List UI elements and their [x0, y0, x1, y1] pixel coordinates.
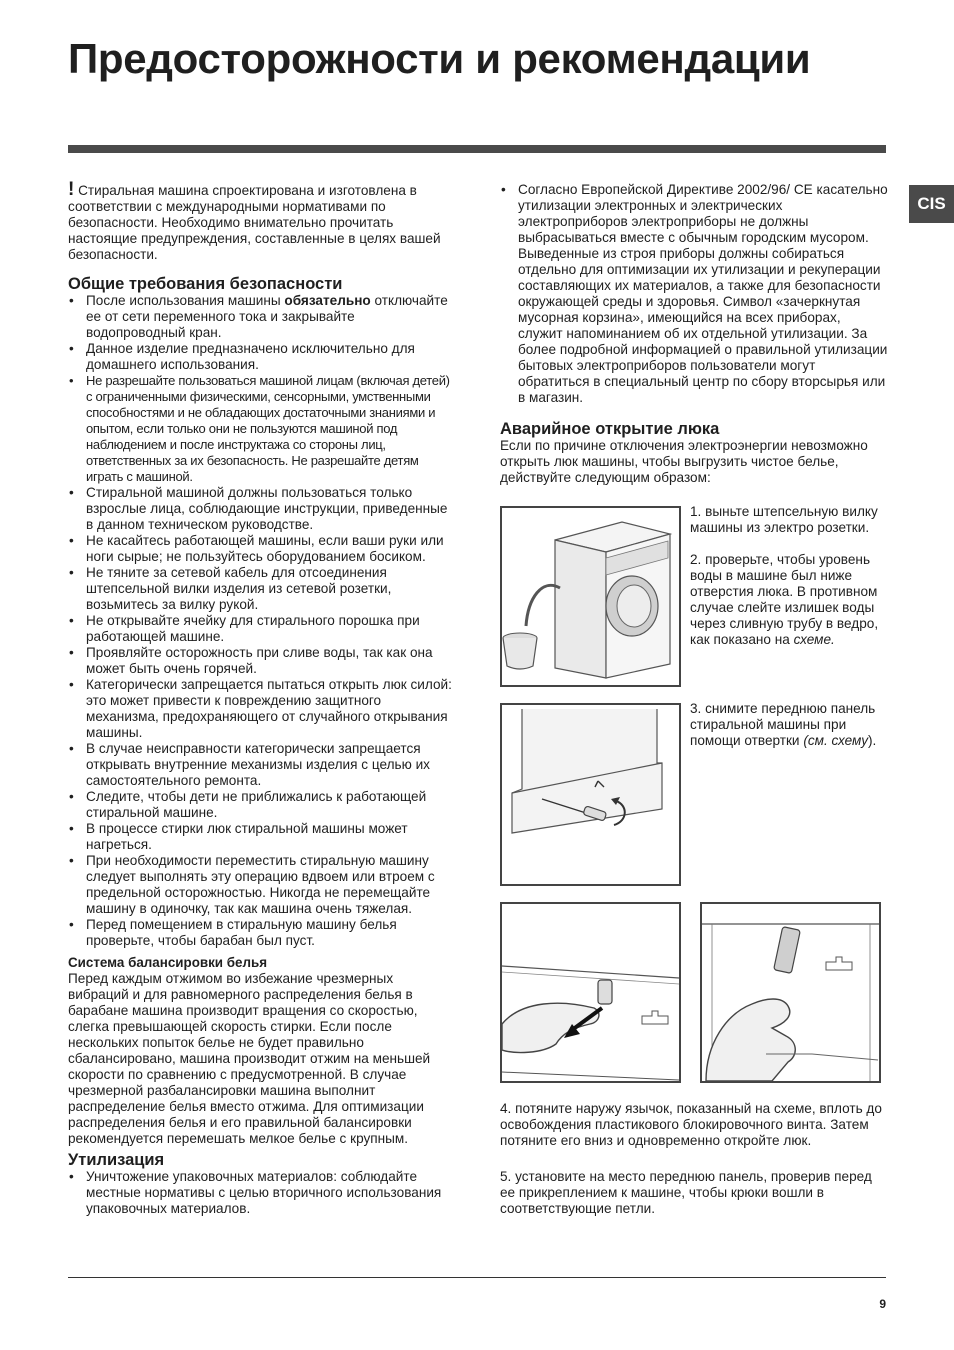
balance-paragraph: Перед каждым отжимом во избежание чрезмерных вибраций и для равномерного распределения белья в барабане машина производит вращения со скоростью, слегка превышающей скорость стирки. Если после нескольких попыток белье не будет правильно сбалансировано, машина производит отжим на меньшей скорости по сравнению с предусмотренной. В случае чрезмерной разбалансировки машина выполнит распределение белья вместо отжима. Для оптимизации распределения белья и его правильной балансировки рекомендуется перемешать мелкое белье с крупным.	[68, 971, 431, 1146]
step-3-text: 3. снимите переднюю панель стиральной машины при помощи отвертки (см. схему).	[690, 701, 877, 748]
list-item: • Уничтожение упаковочных материалов: соблюдайте местные нормативы с целью вторичного использования упаковочных материалов.	[68, 1169, 456, 1217]
list-item: • Следите, чтобы дети не приближались к работающей стиральной машине.	[68, 789, 456, 821]
page-number: 9	[879, 1297, 886, 1311]
step-1-text: 1. выньте штепсельную вилку машины из электро розетки.	[690, 504, 878, 535]
list-item: • Данное изделие предназначено исключительно для домашнего использования.	[68, 341, 456, 373]
general-safety-heading: Общие требования безопасности	[68, 275, 343, 293]
disposal-list	[68, 1169, 456, 1217]
emergency-intro: Если по причине отключения электроэнергии невозможно открыть люк машины, чтобы выгрузить чистое белье, действуйте следующим образом:	[500, 438, 868, 485]
figure-drain-water	[500, 506, 681, 687]
list-item: • Не касайтесь работающей машины, если ваши руки или ноги сырые; не пользуйтесь оборудованием босиком.	[68, 533, 456, 565]
warning-mark: !	[68, 179, 75, 200]
balance-heading: Система балансировки белья	[68, 955, 268, 970]
list-item: • После использования машины обязательно отключайте ее от сети переменного тока и закрывайте водопроводный кран.	[68, 293, 456, 341]
step-4-text: 4. потяните наружу язычок, показанный на схеме, вплоть до освобождения пластикового блокировочного винта. Затем потяните его вниз и одновременно откройте люк.	[500, 1101, 882, 1148]
intro-paragraph	[68, 179, 456, 263]
list-item: • Не открывайте ячейку для стирального порошка при работающей машине.	[68, 613, 456, 645]
list-item: • Категорически запрещается пытаться открыть люк силой: это может привести к повреждению защитного механизма, предохраняющего от случайного открывания машины.	[68, 677, 456, 741]
title-divider	[68, 145, 886, 153]
step-2-text: 2. проверьте, чтобы уровень воды в машине был ниже отверстия люка. В противном случае слейте излишек воды через сливную трубу в ведро, как показано на схеме.	[690, 552, 879, 647]
list-item: • При необходимости переместить стиральную машину следует выполнять эту операцию вдвоем или втроем с предельной осторожностью. Никогда не перемещайте машину в одиночку, так как машина очень тяжелая.	[68, 853, 456, 917]
footer-divider	[68, 1277, 886, 1278]
emergency-heading: Аварийное открытие люка	[500, 420, 720, 438]
language-tab: CIS	[909, 185, 954, 223]
page-title: Предосторожности и рекомендации	[68, 35, 811, 82]
figure-open-door	[700, 902, 881, 1083]
step-5-text: 5. установите на место переднюю панель, проверив перед ее прикреплением к машине, чтобы крюки вошли в соответствующие петли.	[500, 1169, 872, 1216]
list-item: • Стиральной машиной должны пользоваться только взрослые лица, соблюдающие инструкции, приведенные в данном техническом руководстве.	[68, 485, 456, 533]
disposal-list-continued	[500, 182, 888, 406]
figure-pull-tab	[500, 902, 681, 1083]
left-column	[68, 179, 456, 1217]
list-item: • Не разрешайте пользоваться машиной лицам (включая детей) с ограниченными физическими, сенсорными, умственными способностями и не обладающих достаточными знаниями и опытом, если только они не пользуются машиной под наблюдением и после инструктажа со стороны лиц, ответственных за их безопасность. Не разрешайте детям играть с машиной.	[68, 373, 456, 485]
right-column	[500, 182, 888, 486]
list-item: • Согласно Европейской Директиве 2002/96/ CE касательно утилизации электронных и электрических электроприборов электроприборы не должны выбрасываться вместе с обычным городским мусором. Выведенные из строя приборы должны собираться отдельно для оптимизации их утилизации и рекуперации составляющих их материалов, а также для безопасности окружающей среды и здоровья. Символ «зачеркнутая мусорная корзина», имеющийся на всех приборах, служит напоминанием об их отдельной утилизации. За более подробной информацией о правильной утилизации бытовых электроприборов пользователи могут обратиться в специальный центр по сбору вторсырья или в магазин.	[500, 182, 888, 406]
figure-remove-panel	[500, 703, 681, 886]
disposal-heading: Утилизация	[68, 1151, 165, 1169]
intro-text: Стиральная машина спроектирована и изготовлена в соответствии с международными нормативами по безопасности. Необходимо внимательно прочитать настоящие предупреждения, составленные в целях вашей безопасности.	[68, 183, 441, 262]
list-item: • В процессе стирки люк стиральной машины может нагреться.	[68, 821, 456, 853]
list-item: • В случае неисправности категорически запрещается открывать внутренние механизмы изделия с целью их самостоятельного ремонта.	[68, 741, 456, 789]
general-safety-list	[68, 293, 456, 949]
list-item: • Не тяните за сетевой кабель для отсоединения штепсельной вилки изделия из сетевой розетки, возьмитесь за вилку рукой.	[68, 565, 456, 613]
list-item: • Перед помещением в стиральную машину белья проверьте, чтобы барабан был пуст.	[68, 917, 456, 949]
list-item: • Проявляйте осторожность при сливе воды, так как она может быть очень горячей.	[68, 645, 456, 677]
